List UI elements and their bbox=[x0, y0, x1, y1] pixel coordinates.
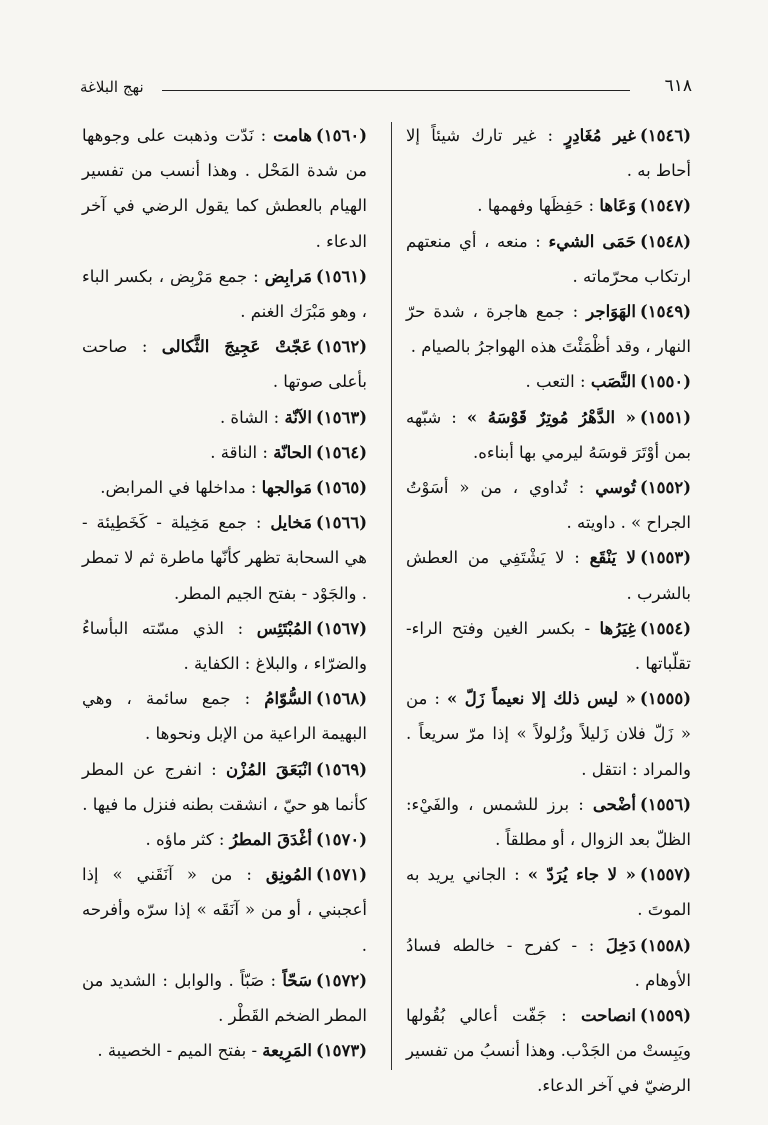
entry-definition: : صَبّاً . والوابل : الشديد من المطر الضخم القَطْر . bbox=[82, 970, 367, 1026]
page-number: ٦١٨ bbox=[664, 76, 692, 96]
glossary-entry bbox=[406, 118, 691, 188]
entry-number: (١٥٤٩) bbox=[639, 302, 691, 322]
entry-definition: - بكسر الغين وفتح الراء- تقلّباتها . bbox=[406, 618, 691, 674]
entry-headword: مَوالجها bbox=[261, 478, 312, 498]
entry-definition: : الذي مسّته البأساءُ والضرّاء ، والبلاغ : الكفاية . bbox=[82, 618, 367, 674]
entry-headword: غير مُغَادِرٍ bbox=[564, 126, 636, 145]
entry-number: (١٥٦٧) bbox=[315, 618, 367, 638]
entry-definition: : برز للشمس ، والفَيْء: الظلّ بعد الزوال ، أو مطلقاً . bbox=[406, 794, 691, 850]
entry-definition: : شبّهه بمن أوْتَرَ قوسَهُ ليرمي بها أبناءه. bbox=[406, 407, 691, 462]
entry-headword: دَخِلَ bbox=[605, 935, 636, 955]
entry-headword: المُبْتَئِس bbox=[256, 618, 312, 638]
entry-headword: السُّوّامُ bbox=[264, 689, 312, 709]
entry-number: (١٥٧٠) bbox=[315, 830, 367, 850]
entry-number: (١٥٥٦) bbox=[639, 794, 691, 814]
entry-definition: : من « آنَقَني » إذا أعجبني ، أو من « آنَقَه » إذا سرّه وأفرحه . bbox=[82, 865, 367, 955]
entry-number: (١٥٦٨) bbox=[315, 689, 367, 709]
entry-headword: حَمَى الشيء bbox=[548, 231, 636, 251]
entry-definition: - بفتح الميم - الخصيبة . bbox=[97, 1041, 263, 1061]
entry-number: (١٥٥١) bbox=[639, 407, 691, 427]
entry-number: (١٥٦٤) bbox=[315, 442, 367, 462]
entry-headword: انصاحت bbox=[581, 1006, 636, 1026]
glossary-entry bbox=[406, 857, 691, 927]
entry-definition: : الشاة . bbox=[219, 407, 285, 427]
glossary-entry bbox=[406, 364, 691, 399]
entry-headword: « لا جاء يُرَدّ » bbox=[527, 865, 636, 885]
glossary-entry bbox=[82, 1033, 367, 1068]
entry-headword: غِيَرُها bbox=[599, 618, 636, 638]
entry-number: (١٥٥٧) bbox=[639, 865, 691, 885]
entry-definition: : مداخلها في المرابض. bbox=[100, 478, 262, 498]
entry-headword: أغْدَقَ المطرُ bbox=[229, 830, 312, 850]
entry-headword: تُوسي bbox=[595, 478, 636, 498]
running-header bbox=[80, 78, 692, 102]
glossary-entry bbox=[82, 259, 367, 329]
glossary-entry bbox=[406, 998, 691, 1104]
left-column bbox=[82, 118, 367, 1068]
entry-number: (١٥٤٧) bbox=[639, 196, 691, 216]
entry-number: (١٥٦٦) bbox=[315, 513, 367, 533]
entry-number: (١٥٥٢) bbox=[639, 478, 691, 498]
entry-definition: : التعب . bbox=[525, 372, 591, 392]
entry-definition: : الجاني يريد به الموتَ . bbox=[406, 865, 691, 920]
entry-headword: « الدَّهْرُ مُوتِرٌ قَوْسَهُ » bbox=[466, 407, 636, 427]
entry-headword: المُونِق bbox=[265, 865, 312, 885]
glossary-entry bbox=[82, 435, 367, 470]
entry-definition: : الناقة . bbox=[210, 442, 274, 462]
entry-headword: انْبَعَقَ المُزْن bbox=[225, 759, 312, 779]
glossary-entry bbox=[406, 681, 691, 787]
glossary-entry bbox=[406, 928, 691, 998]
glossary-entry bbox=[82, 611, 367, 681]
entry-definition: : منعه ، أي منعتهم ارتكاب محرّماته . bbox=[406, 231, 691, 286]
entry-definition: : صاحت بأعلى صوتها . bbox=[82, 337, 367, 392]
glossary-entry bbox=[406, 470, 691, 540]
entry-headword: الآنّة bbox=[284, 407, 312, 427]
entry-number: (١٥٦٢) bbox=[315, 337, 367, 357]
glossary-entry bbox=[406, 224, 691, 294]
entry-definition: : من « زَلّ فلان زَليلاً وزُلولاً » إذا مرّ سريعاً . والمراد : انتقل . bbox=[406, 689, 691, 779]
entry-number: (١٥٥٨) bbox=[639, 935, 691, 955]
entry-headword: النَّصَب bbox=[590, 372, 636, 392]
entry-number: (١٥٤٦) bbox=[639, 126, 691, 145]
header-rule bbox=[162, 90, 630, 91]
entry-definition: : تُداوي ، من « أسَوْتُ الجراح » . داويته . bbox=[406, 478, 691, 533]
entry-number: (١٥٦٠) bbox=[315, 126, 367, 145]
glossary-entry bbox=[82, 400, 367, 435]
entry-definition: : جمع مَرْبِض ، بكسر الباء ، وهو مَبْرَك الغنم . bbox=[82, 266, 367, 322]
glossary-entry bbox=[82, 470, 367, 505]
entry-headword: الحانّة bbox=[273, 442, 312, 462]
glossary-entry bbox=[406, 787, 691, 857]
entry-number: (١٥٥٤) bbox=[639, 618, 691, 638]
entry-number: (١٥٦٥) bbox=[315, 478, 367, 498]
entry-number: (١٥٥٠) bbox=[639, 372, 691, 392]
entry-headword: « ليس ذلك إلا نعيماً زَلّ » bbox=[446, 689, 636, 709]
entry-number: (١٥٦٩) bbox=[315, 759, 367, 779]
column-divider bbox=[391, 122, 392, 1070]
glossary-entry bbox=[406, 611, 691, 681]
entry-number: (١٥٥٥) bbox=[639, 689, 691, 709]
glossary-entry bbox=[82, 505, 367, 611]
entry-number: (١٥٥٣) bbox=[639, 548, 692, 568]
entry-number: (١٥٧١) bbox=[315, 865, 367, 885]
entry-definition: : لا يَشْتَفِي من العطش بالشرب . bbox=[406, 548, 691, 603]
entry-headword: أضْحى bbox=[592, 794, 636, 814]
entry-definition: : انفرج عن المطر كأنما هو حيّ ، انشقت بطنه فنزل ما فيها . bbox=[82, 759, 367, 814]
entry-definition: : حَفِظَها وفهمها . bbox=[477, 196, 600, 216]
glossary-entry bbox=[82, 822, 367, 857]
entry-definition: : - كفرح - خالطه فسادُ الأوهام . bbox=[406, 935, 691, 990]
entry-headword: مَخايل bbox=[270, 513, 312, 533]
entry-definition: : جمع هاجرة ، شدة حرّ النهار ، وقد أظْمَئْتَ هذه الهواجرُ بالصيام . bbox=[406, 302, 691, 357]
entry-definition: : جمع سائمة ، وهي البهيمة الراعية من الإبل ونحوها . bbox=[82, 689, 367, 744]
glossary-entry bbox=[82, 752, 367, 822]
entry-number: (١٥٧٣) bbox=[315, 1041, 367, 1061]
entry-headword: عَجّتْ عَجِيجَ الثَّكالى bbox=[161, 337, 312, 357]
entry-definition: : نَدّت وذهبت على وجوهها من شدة المَحْل . وهذا أنسب من تفسير الهيام بالعطش كما يقول الرضي في آخر الدعاء . bbox=[82, 126, 367, 251]
glossary-entry bbox=[406, 188, 691, 223]
book-title: نهج البلاغة bbox=[80, 78, 144, 96]
entry-number: (١٥٤٨) bbox=[639, 231, 692, 251]
entry-headword: هامت bbox=[273, 126, 312, 145]
entry-headword: وَعَاها bbox=[599, 196, 636, 216]
glossary-entry bbox=[82, 329, 367, 399]
glossary-entry bbox=[82, 118, 367, 259]
entry-definition: : جَفّت أعالي بُقُولها ويَبِستْ من الجَدْب. وهذا أنسبُ من تفسير الرضيّ في آخر الدعاء. bbox=[406, 1006, 691, 1096]
entry-number: (١٥٥٩) bbox=[639, 1006, 691, 1026]
glossary-entry bbox=[406, 540, 691, 610]
right-column bbox=[406, 118, 691, 1104]
glossary-entry bbox=[406, 400, 691, 470]
entry-definition: : غير تارك شيئاً إلا أحاط به . bbox=[406, 126, 691, 181]
glossary-entry bbox=[82, 681, 367, 751]
entry-headword: مَرابِض bbox=[264, 266, 312, 286]
entry-number: (١٥٦٣) bbox=[315, 407, 367, 427]
entry-definition: : كثر ماؤه . bbox=[145, 830, 230, 850]
glossary-entry bbox=[406, 294, 691, 364]
entry-headword: لا يَنْقَع bbox=[589, 548, 636, 568]
entry-number: (١٥٧٢) bbox=[315, 970, 367, 990]
entry-headword: الهَوَاجر bbox=[586, 302, 636, 322]
glossary-entry bbox=[82, 963, 367, 1033]
entry-headword: سَحّاً bbox=[282, 970, 312, 990]
glossary-entry bbox=[82, 857, 367, 963]
entry-definition: : جمع مَخِيلة - كَخَطِيئة - هي السحابة تظهر كأنّها ماطرة ثم لا تمطر . والجَوْد - بفتح الجيم المطر. bbox=[82, 513, 367, 603]
entry-headword: المَرِيعة bbox=[262, 1041, 312, 1061]
entry-number: (١٥٦١) bbox=[315, 266, 367, 286]
